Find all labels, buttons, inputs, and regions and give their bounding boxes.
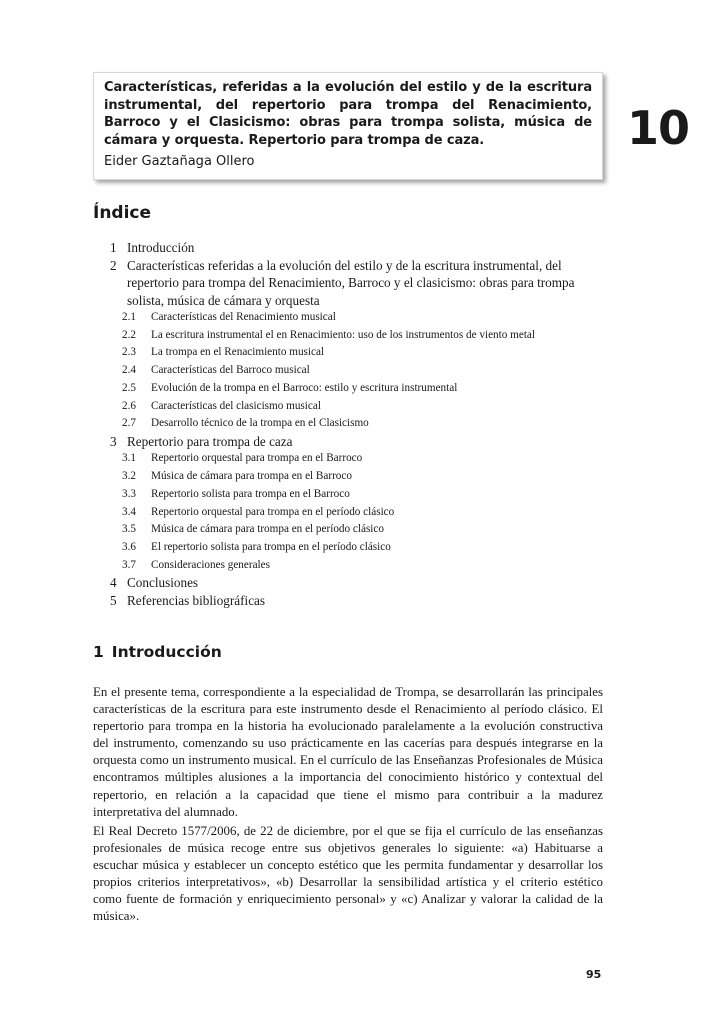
page-number: 95 xyxy=(586,968,602,981)
toc-item-label: Características referidas a la evolución del estilo y de la escritura instrumental, del repertorio para trompa del Renacimiento, Barroco y el clasicismo: obras para trompa solista, música de cámara y orquesta xyxy=(127,257,575,308)
toc-subitem-number: 3.4 xyxy=(122,505,136,518)
toc-subitem-label: Repertorio orquestal para trompa en el Barroco xyxy=(151,452,363,465)
index-heading: Índice xyxy=(93,203,152,223)
toc-subitem-number: 2.1 xyxy=(122,311,136,323)
toc-subitem-label: El repertorio solista para trompa en el período clásico xyxy=(151,540,391,553)
toc-subitem-number: 3.7 xyxy=(122,558,136,571)
toc-subitem-number: 2.6 xyxy=(122,399,136,412)
toc-subitem-label: Repertorio solista para trompa en el Barroco xyxy=(151,487,350,500)
body-paragraph: En el presente tema, correspondiente a la especialidad de Trompa, se desarrollarán las principales características de la escritura para este instrumento desde el Renacimiento al período clásico. El repertorio para trompa en la historia ha evolucionado paralelamente a la evolución constructiva del instrumento, comenzando su uso prácticamente en las cacerías para después integrarse en la orquesta como un instrumento musical. En el currículo de las Enseñanzas Profesionales de Música encontramos múltiples alusiones a la importancia del conocimiento histórico y contextual del repertorio, en relación a la capacidad que tiene el mismo para contribuir a la madurez interpretativa del alumnado. xyxy=(93,685,603,819)
toc-subitem-label: Características del clasicismo musical xyxy=(151,399,321,412)
toc-subitem-number: 2.4 xyxy=(122,364,136,377)
toc-item-label: Repertorio para trompa de caza xyxy=(127,433,293,449)
chapter-title-box xyxy=(93,72,603,180)
toc-item-number: 4 xyxy=(110,575,117,591)
toc-item-number: 1 xyxy=(110,240,117,255)
toc-subitem[interactable] xyxy=(93,521,613,539)
toc-subitem-label: Repertorio orquestal para trompa en el período clásico xyxy=(151,505,395,518)
toc-item-label: Conclusiones xyxy=(127,575,199,591)
toc-subitem[interactable] xyxy=(93,486,613,504)
toc-subitem-number: 3.5 xyxy=(122,523,136,536)
toc-subitem[interactable] xyxy=(93,398,613,416)
toc-subitem-number: 3.3 xyxy=(122,487,136,500)
toc-subitem[interactable] xyxy=(93,344,613,362)
body-paragraph: El Real Decreto 1577/2006, de 22 de diciembre, por el que se fija el currículo de las enseñanzas profesionales de música recoge entre sus objetivos generales lo siguiente: «a) Habituarse a escuchar música y establecer un concepto estético que les permita fundamentar y desarrollar los propios criterios interpretativos», «b) Desarrollar la sensibilidad artística y el criterio estético como fuente de formación y enriquecimiento personal» y «c) Analizar y valorar la calidad de la música». xyxy=(93,824,603,924)
toc-item[interactable] xyxy=(93,592,613,610)
toc-subitem-number: 2.7 xyxy=(122,417,136,430)
toc-subitem[interactable] xyxy=(93,468,613,486)
toc-subitem[interactable] xyxy=(93,557,613,575)
chapter-title: Características, referidas a la evolución del estilo y de la escritura instrumental, del repertorio para trompa del Renacimiento, Barroco y el Clasicismo: obras para trompa solista, música de cámara y orquesta. Repertorio para trompa de caza. xyxy=(104,80,592,148)
toc-item-number: 3 xyxy=(110,433,117,449)
toc-subitem[interactable] xyxy=(93,327,613,345)
toc-item[interactable] xyxy=(93,239,613,257)
toc-item[interactable] xyxy=(93,433,613,451)
table-of-contents xyxy=(93,239,613,609)
toc-item-label: Referencias bibliográficas xyxy=(127,592,266,608)
toc-subitem-label: Evolución de la trompa en el Barroco: estilo y escritura instrumental xyxy=(151,381,458,394)
toc-subitem[interactable] xyxy=(93,539,613,557)
toc-subitem[interactable] xyxy=(93,362,613,380)
toc-item[interactable] xyxy=(93,574,613,592)
chapter-number: 10 xyxy=(627,101,690,155)
toc-item-number: 2 xyxy=(110,257,117,273)
toc-subitem-number: 2.5 xyxy=(122,381,136,394)
toc-subitem-number: 3.6 xyxy=(122,540,136,553)
author-name: Eider Gaztañaga Ollero xyxy=(104,154,255,169)
toc-subitem-label: Consideraciones generales xyxy=(151,558,270,571)
toc-subitem[interactable] xyxy=(93,415,613,433)
toc-subitem-label: La escritura instrumental el en Renacimiento: uso de los instrumentos de viento metal xyxy=(151,328,536,341)
toc-subitem-number: 2.2 xyxy=(122,328,136,341)
toc-item-number: 5 xyxy=(110,592,117,608)
section-heading xyxy=(93,643,222,661)
toc-subitem[interactable] xyxy=(93,309,613,327)
toc-subitem-label: La trompa en el Renacimiento musical xyxy=(151,346,325,359)
section-number: 1 xyxy=(93,643,104,661)
toc-subitem-label: Características del Barroco musical xyxy=(151,364,310,377)
toc-item[interactable] xyxy=(93,257,613,310)
toc-subitem-label: Música de cámara para trompa en el Barroco xyxy=(151,470,352,483)
toc-subitem-label: Desarrollo técnico de la trompa en el Clasicismo xyxy=(151,417,369,430)
toc-subitem[interactable] xyxy=(93,504,613,522)
toc-subitem[interactable] xyxy=(93,450,613,468)
toc-subitem-number: 3.1 xyxy=(122,452,136,465)
toc-subitem-number: 2.3 xyxy=(122,346,136,359)
toc-item-label: Introducción xyxy=(127,240,195,255)
toc-subitem-label: Características del Renacimiento musical xyxy=(151,311,336,323)
toc-subitem[interactable] xyxy=(93,380,613,398)
section-title: Introducción xyxy=(111,643,222,661)
toc-subitem-number: 3.2 xyxy=(122,470,136,483)
toc-subitem-label: Música de cámara para trompa en el período clásico xyxy=(151,523,384,536)
